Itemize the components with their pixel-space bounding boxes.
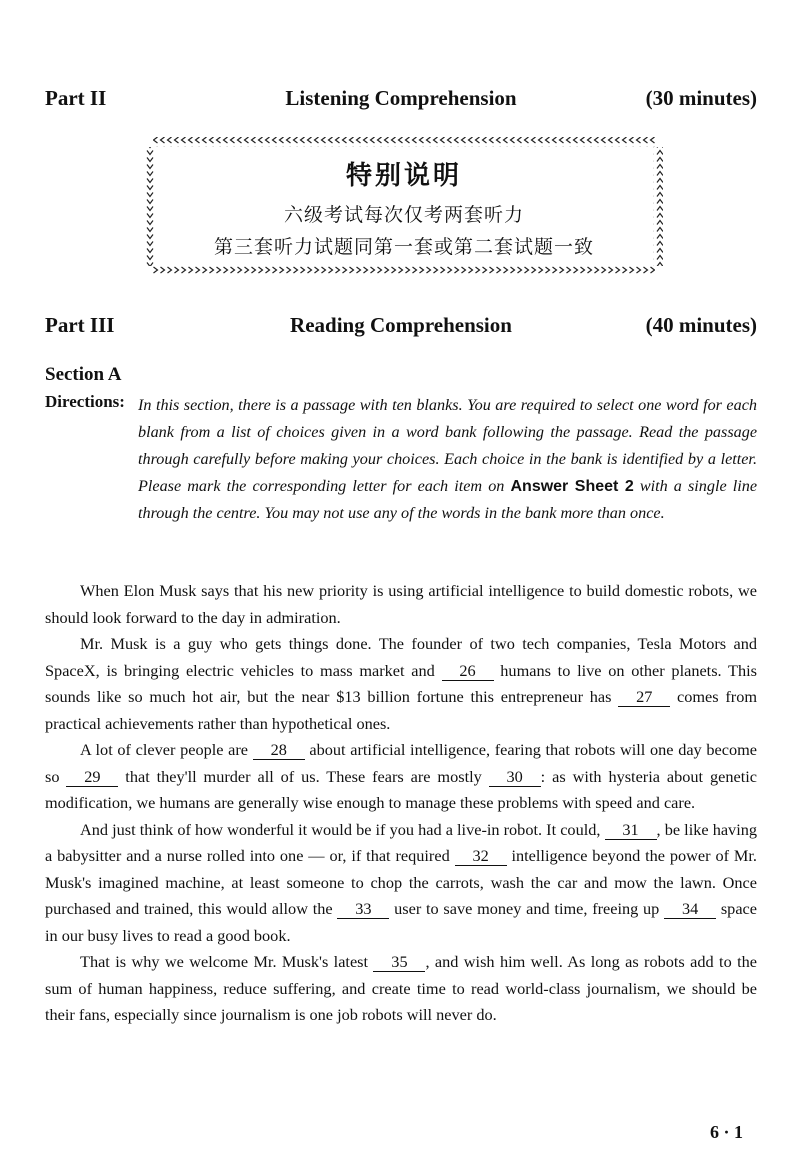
special-notice-box xyxy=(145,135,663,278)
part3-header xyxy=(45,313,757,345)
blank-34: 34 xyxy=(664,899,716,919)
section-heading: Section A xyxy=(45,364,122,385)
paragraph-text: : as with hysteria about genetic modification, we humans are generally wise enough to manage these problems with speed and care. xyxy=(45,766,757,812)
blank-28: 28 xyxy=(253,740,305,760)
blank-33: 33 xyxy=(337,899,389,919)
paragraph-text: A lot of clever people are xyxy=(80,740,253,759)
part2-time: (30 minutes) xyxy=(645,86,757,110)
directions-text-part-1: In this section, there is a passage with ten blanks. You are required to select one word for each blank from a list of choices given in a word bank following the passage. Read the passage through carefully before making your choices. Each choice in the bank is identified by a letter. Please mark the corresponding letter for each item on xyxy=(138,396,757,495)
paragraph-1 xyxy=(45,578,757,631)
notice-line-1: 六级考试每次仅考两套听力 xyxy=(283,204,524,226)
paragraph-5 xyxy=(45,949,757,1029)
paragraph-4 xyxy=(45,817,757,950)
page-number: 6 · 1 xyxy=(710,1122,744,1142)
answer-sheet-emphasis: Answer Sheet 2 xyxy=(510,478,634,495)
paragraph-text: And just think of how wonderful it would be if you had a live-in robot. It could, xyxy=(80,819,605,839)
part3-time: (40 minutes) xyxy=(645,313,757,337)
paragraph-text: intelligence beyond the power of Mr. Musk's imagined machine, at least someone to chop the carrots, wash the car and mow the lawn. Once purchased and trained, this would allow the xyxy=(45,846,757,918)
blank-35: 35 xyxy=(373,952,425,972)
paragraph-text: comes from practical achievements rather than hypothetical ones. xyxy=(45,687,757,733)
paragraph-text: about artificial intelligence, fearing that robots will one day become so xyxy=(45,740,757,786)
directions-label: Directions: xyxy=(45,392,125,411)
part3-label: Part III xyxy=(45,313,115,337)
part2-title: Listening Comprehension xyxy=(285,86,517,110)
part2-header xyxy=(45,86,757,118)
paragraph-text: That is why we welcome Mr. Musk's latest xyxy=(80,952,374,971)
paragraph-text: Mr. Musk is a guy who gets things done. The founder of two tech companies, Tesla Motors and SpaceX, is bringing electric vehicles to mass market and xyxy=(45,634,757,680)
blank-31: 31 xyxy=(605,820,657,840)
part2-label: Part II xyxy=(45,86,107,110)
notice-line-2: 第三套听力试题同第一套或第二套试题一致 xyxy=(213,236,594,258)
paragraph-2 xyxy=(45,631,757,737)
directions-text-part-2: with a single line through the centre. You may not use any of the words in the bank more than once. xyxy=(138,477,758,522)
paragraph-text: space in our busy lives to read a good book. xyxy=(45,899,758,945)
paragraph-text: humans to live on other planets. This sounds like so much hot air, but the near $13 billion fortune this entrepreneur has xyxy=(45,660,757,706)
passage xyxy=(45,578,757,1029)
paragraph-text: , and wish him well. As long as robots add to the sum of human happiness, reduce suffering, and create time to read world-class journalism, we should be their fans, especially since journalism is one job robots will never do. xyxy=(45,952,757,1024)
blank-32: 32 xyxy=(455,846,507,866)
notice-title: 特别说明 xyxy=(345,161,462,191)
paragraph-text: , be like having a babysitter and a nurse rolled into one — or, if that required xyxy=(45,819,758,865)
part3-title: Reading Comprehension xyxy=(290,313,512,337)
directions-text xyxy=(138,392,757,527)
blank-26: 26 xyxy=(442,661,494,681)
paragraph-text: user to save money and time, freeing up xyxy=(389,899,665,918)
paragraph-text: that they'll murder all of us. These fears are mostly xyxy=(118,766,489,786)
blank-29: 29 xyxy=(66,767,118,787)
paragraph-text: When Elon Musk says that his new priority is using artificial intelligence to build domestic robots, we should look forward to the day in admiration. xyxy=(45,581,757,627)
paragraph-3 xyxy=(45,737,757,817)
blank-27: 27 xyxy=(618,687,670,707)
blank-30: 30 xyxy=(489,767,541,787)
